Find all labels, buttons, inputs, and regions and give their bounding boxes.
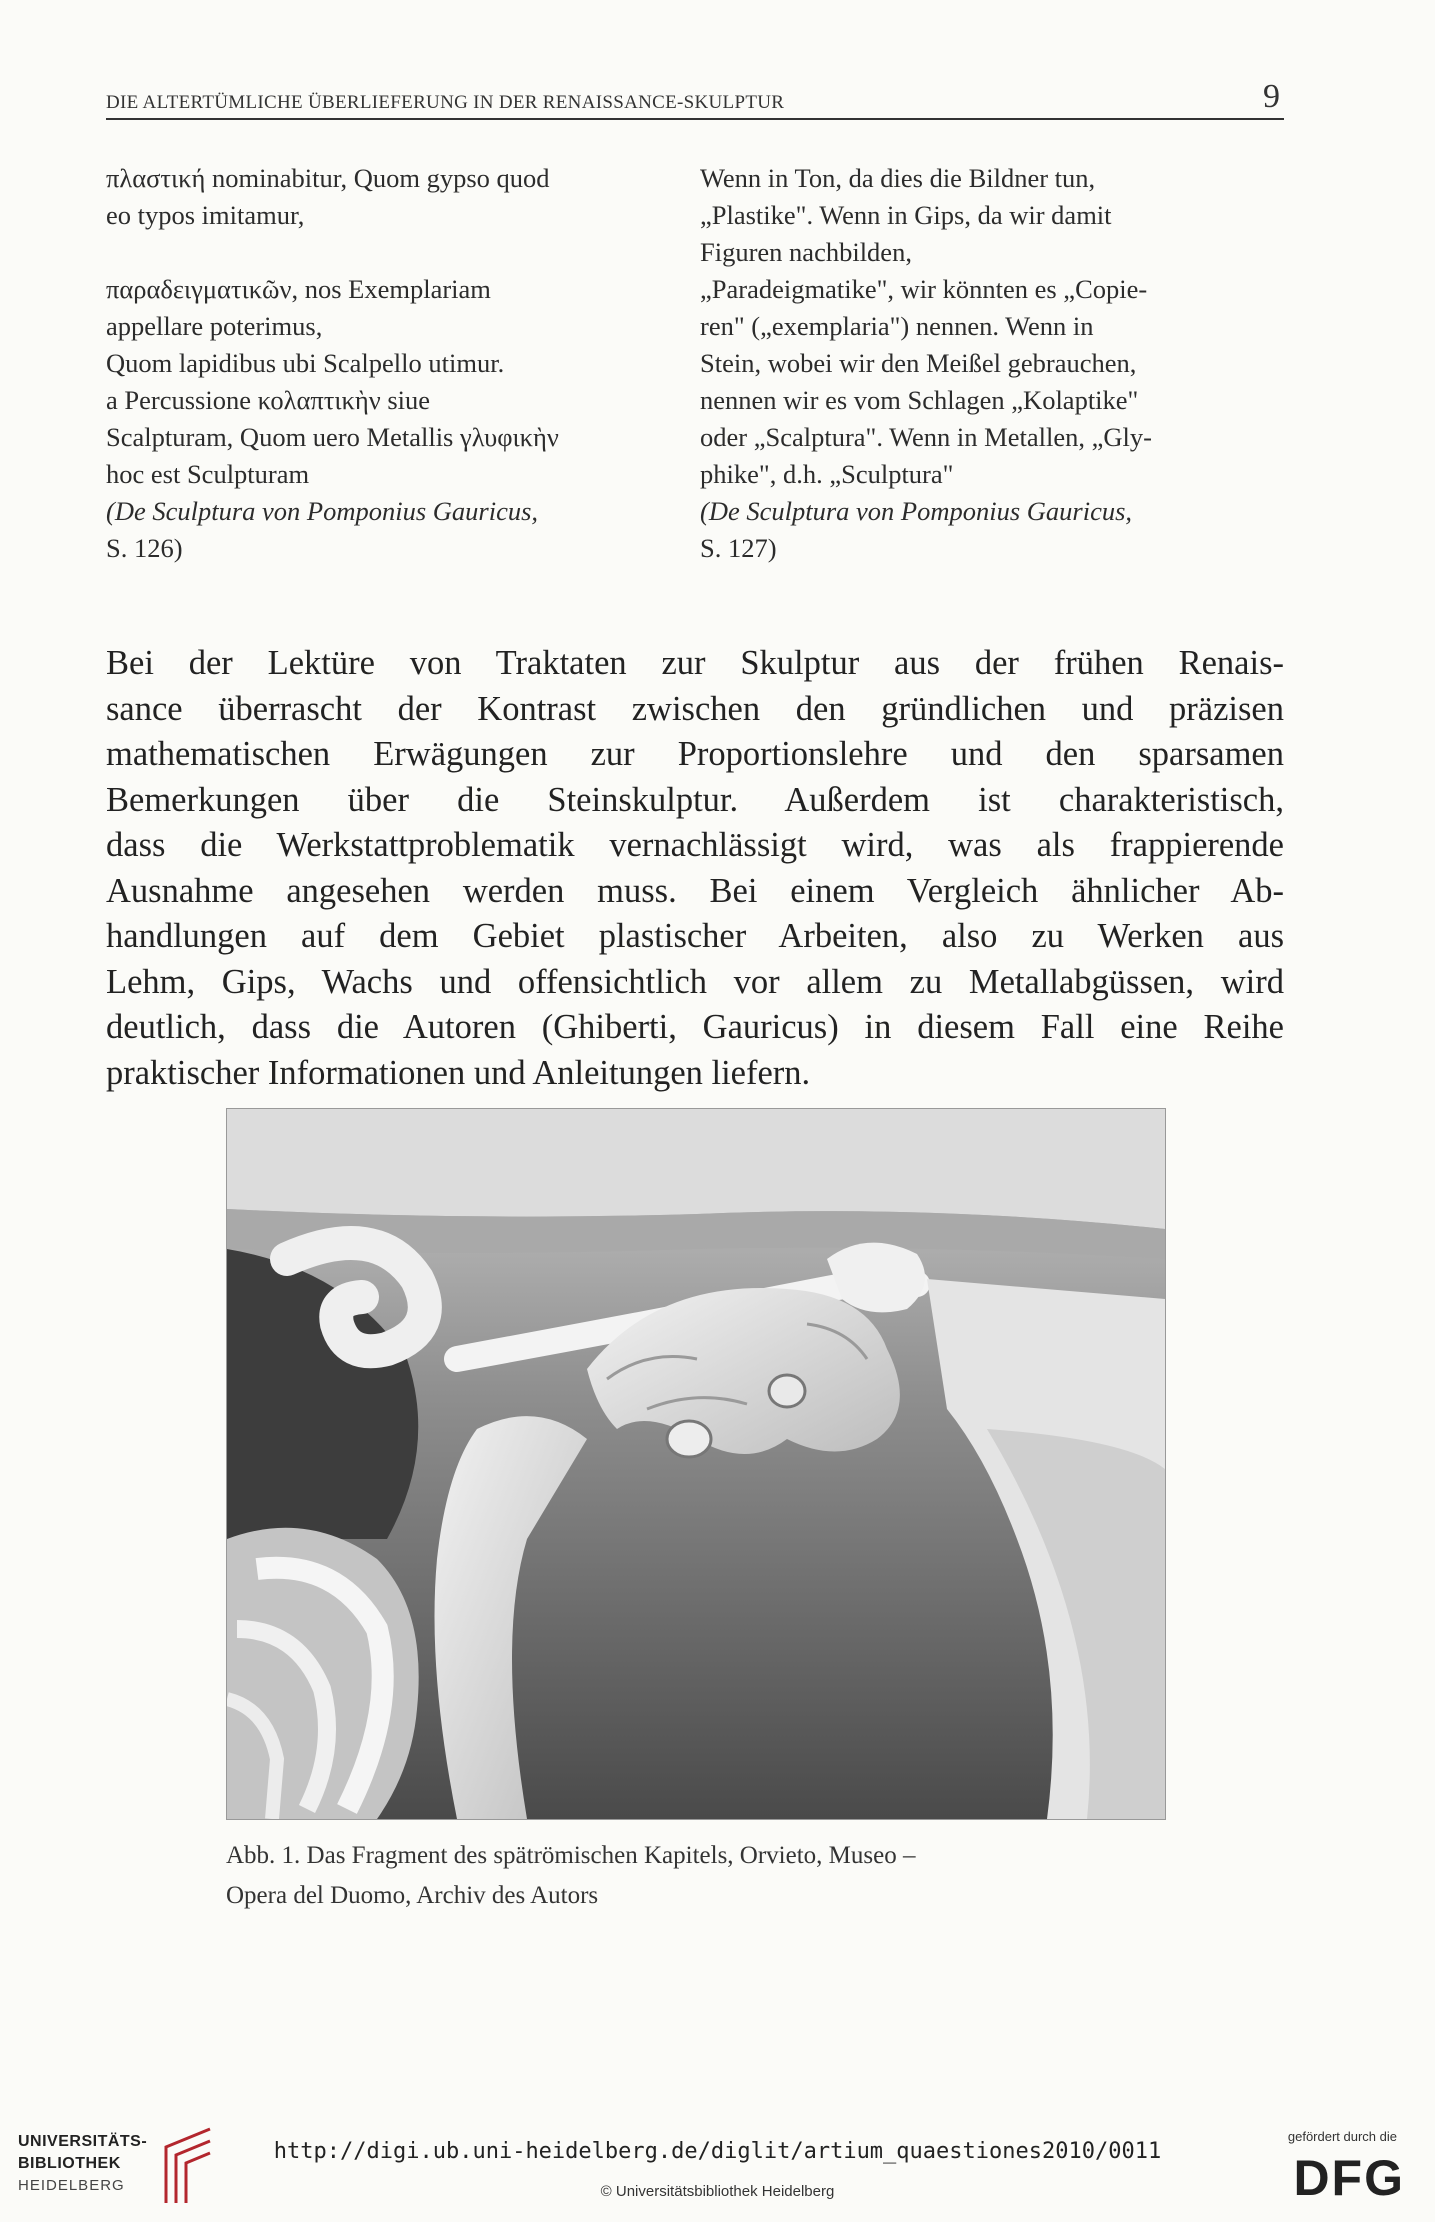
dfg-logo: DFG xyxy=(1293,2150,1405,2206)
library-name-line1: UNIVERSITÄTS- xyxy=(18,2133,148,2150)
german-line: nennen wir es vom Schlagen „Kolaptike" xyxy=(700,385,1139,415)
capital-fragment-photo xyxy=(226,1108,1166,1820)
body-line: handlungen auf dem Gebiet plastischer Arbeiten, also zu Werken aus xyxy=(106,917,1284,955)
german-line: Stein, wobei wir den Meißel gebrauchen, xyxy=(700,348,1137,378)
body-line: mathematischen Erwägungen zur Proportionslehre und den sparsamen xyxy=(106,735,1284,773)
page-number: 9 xyxy=(1263,78,1280,115)
caption-line: Opera del Duomo, Archiv des Autors xyxy=(226,1882,599,1909)
latin-source: (De Sculptura von Pomponius Gauricus, xyxy=(106,496,539,526)
german-translation-column xyxy=(700,160,1300,567)
german-line: phike", d.h. „Sculptura" xyxy=(700,459,954,489)
body-line: deutlich, dass die Autoren (Ghiberti, Gauricus) in diesem Fall eine Reihe xyxy=(106,1008,1284,1046)
body-line: Bemerkungen über die Steinskulptur. Außerdem ist charakteristisch, xyxy=(106,780,1284,819)
body-line: praktischer Informationen und Anleitungen liefern. xyxy=(106,1053,811,1092)
german-line: Figuren nachbilden, xyxy=(700,237,912,267)
latin-line: hoc est Sculpturam xyxy=(106,459,310,489)
body-line: sance überrascht der Kontrast zwischen den gründlichen und präzisen xyxy=(106,689,1284,728)
german-line: „Paradeigmatike", wir könnten es „Copie- xyxy=(700,274,1148,304)
german-line: Wenn in Ton, da dies die Bildner tun, xyxy=(700,163,1096,193)
german-source: (De Sculptura von Pomponius Gauricus, xyxy=(700,496,1133,526)
latin-line: eo typos imitamur, xyxy=(106,200,305,230)
latin-line: appellare poterimus, xyxy=(106,311,323,341)
copyright-notice: © Universitätsbibliothek Heidelberg xyxy=(600,2183,835,2200)
german-line: ren" („exemplaria") nennen. Wenn in xyxy=(700,311,1094,341)
sculpture-illustration xyxy=(227,1109,1165,1819)
latin-line: Quom lapidibus ubi Scalpello utimur. xyxy=(106,348,505,378)
body-paragraph xyxy=(106,641,1284,1096)
body-line: Ausnahme angesehen werden muss. Bei einem Vergleich ähnlicher Ab- xyxy=(106,871,1284,910)
latin-line: a Percussione κολαπτικὴν siue xyxy=(106,385,431,415)
body-line: dass die Werkstattproblematik vernachlässigt wird, was als frappierende xyxy=(106,826,1284,864)
funder-label: gefördert durch die xyxy=(1287,2129,1397,2144)
latin-line xyxy=(106,234,686,271)
latin-line: παραδειγματικῶν, nos Exemplariam xyxy=(106,274,491,304)
running-title: DIE ALTERTÜMLICHE ÜBERLIEFERUNG IN DER RENAISSANCE-SKULPTUR xyxy=(106,92,785,113)
library-name-line2: BIBLIOTHEK xyxy=(18,2155,121,2172)
latin-line: πλαστική nominabitur, Quom gypso quod xyxy=(106,163,550,193)
latin-line: Scalpturam, Quom uero Metallis γλυφικὴν xyxy=(106,422,559,452)
library-name-line3: HEIDELBERG xyxy=(18,2177,125,2194)
german-line: oder „Scalptura". Wenn in Metallen, „Gly- xyxy=(700,422,1152,452)
running-header xyxy=(106,74,1284,120)
caption-line: Abb. 1. Das Fragment des spätrömischen Kapitels, Orvieto, Museo – xyxy=(226,1842,916,1869)
latin-quote-column xyxy=(106,160,686,567)
german-source-page: S. 127) xyxy=(700,533,777,563)
latin-source-page: S. 126) xyxy=(106,533,183,563)
figure-caption xyxy=(226,1836,1186,1916)
body-line: Bei der Lektüre von Traktaten zur Skulptur aus der frühen Renais- xyxy=(106,644,1284,682)
permalink-url[interactable]: http://digi.ub.uni-heidelberg.de/diglit/artium_quaestiones2010/0011 xyxy=(273,2139,1162,2164)
german-line: „Plastike". Wenn in Gips, da wir damit xyxy=(700,200,1112,230)
body-line: Lehm, Gips, Wachs und offensichtlich vor allem zu Metallabgüssen, wird xyxy=(106,962,1284,1001)
